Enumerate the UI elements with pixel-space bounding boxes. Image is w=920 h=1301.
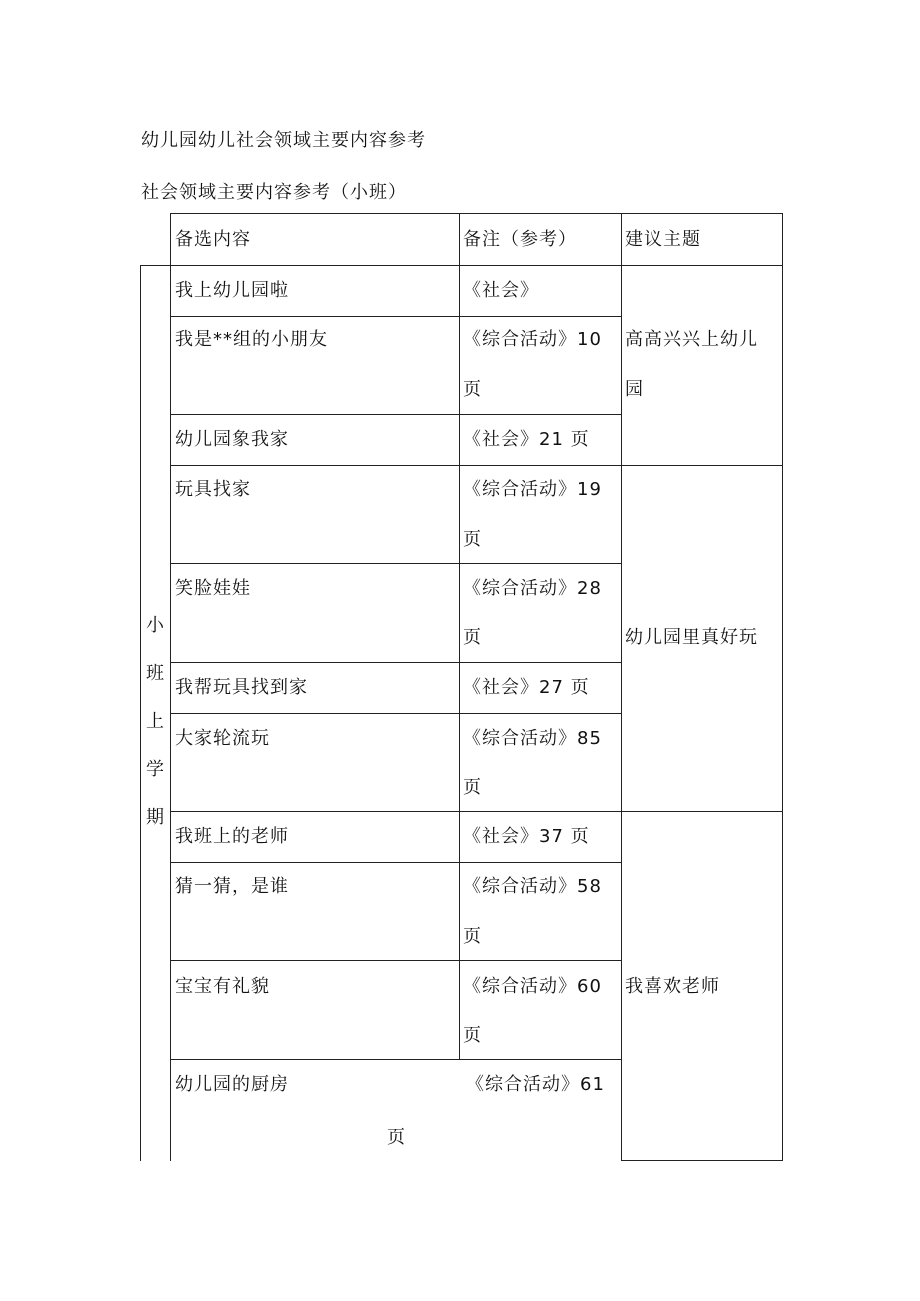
row-content: 宝宝有礼貌 <box>175 976 270 997</box>
row-content: 大家轮流玩 <box>175 728 270 749</box>
row-content: 玩具找家 <box>175 479 251 500</box>
theme-cell: 高高兴兴上幼儿 <box>625 329 758 350</box>
semester-char: 上 <box>146 711 164 732</box>
row-note: 《综合活动》58 <box>463 876 602 897</box>
grid-line <box>170 960 621 961</box>
row-content: 幼儿园的厨房 <box>175 1074 289 1095</box>
grid-line <box>170 662 621 663</box>
grid-line <box>170 213 171 1161</box>
grid-line <box>170 465 783 466</box>
grid-line <box>459 213 460 1059</box>
section-title: 社会领域主要内容参考（小班） <box>141 182 407 203</box>
header-note: 备注（参考） <box>463 229 577 250</box>
grid-line <box>621 1160 783 1161</box>
semester-char: 班 <box>146 663 164 684</box>
row-note: 《社会》37 页 <box>463 826 590 847</box>
row-note: 《综合活动》85 <box>463 728 602 749</box>
row-content: 猜一猜，是谁 <box>175 876 289 897</box>
row-content: 我帮玩具找到家 <box>175 677 308 698</box>
row-note-cont: 页 <box>463 1025 482 1046</box>
grid-line <box>140 265 783 266</box>
row-note: 《综合活动》60 <box>463 976 602 997</box>
row-note: 《综合活动》19 <box>463 479 602 500</box>
row-note: 《社会》 <box>463 280 539 301</box>
row-note-cont: 页 <box>463 529 482 550</box>
semester-char: 期 <box>146 807 164 828</box>
grid-line <box>782 213 783 1161</box>
semester-char: 学 <box>146 759 164 780</box>
row-content: 笑脸娃娃 <box>175 578 251 599</box>
row-note-cont: 页 <box>463 627 482 648</box>
row-note: 《综合活动》61 <box>466 1074 605 1095</box>
grid-line <box>170 811 783 812</box>
grid-line <box>170 563 621 564</box>
row-note-cont: 页 <box>463 379 482 400</box>
row-content: 我上幼儿园啦 <box>175 280 289 301</box>
grid-line <box>170 414 621 415</box>
theme-cell: 幼儿园里真好玩 <box>625 627 758 648</box>
grid-line <box>170 316 621 317</box>
row-note: 《社会》27 页 <box>463 677 590 698</box>
header-content: 备选内容 <box>175 229 251 250</box>
grid-line <box>170 862 621 863</box>
document-title: 幼儿园幼儿社会领域主要内容参考 <box>141 130 426 151</box>
row-content: 我是**组的小朋友 <box>175 329 328 350</box>
row-note-cont: 页 <box>463 926 482 947</box>
semester-char: 小 <box>146 615 164 636</box>
row-note-cont: 页 <box>387 1127 406 1148</box>
theme-cell: 我喜欢老师 <box>625 976 720 997</box>
grid-line <box>170 1059 621 1060</box>
row-note: 《综合活动》10 <box>463 329 602 350</box>
theme-cell-cont: 园 <box>625 379 644 400</box>
grid-line <box>170 213 783 214</box>
row-note-cont: 页 <box>463 777 482 798</box>
row-note: 《社会》21 页 <box>463 429 590 450</box>
row-content: 我班上的老师 <box>175 826 289 847</box>
header-theme: 建议主题 <box>625 229 701 250</box>
row-note: 《综合活动》28 <box>463 578 602 599</box>
grid-line <box>621 213 622 1161</box>
semester-label <box>140 602 170 842</box>
grid-line <box>170 713 621 714</box>
row-content: 幼儿园象我家 <box>175 429 289 450</box>
